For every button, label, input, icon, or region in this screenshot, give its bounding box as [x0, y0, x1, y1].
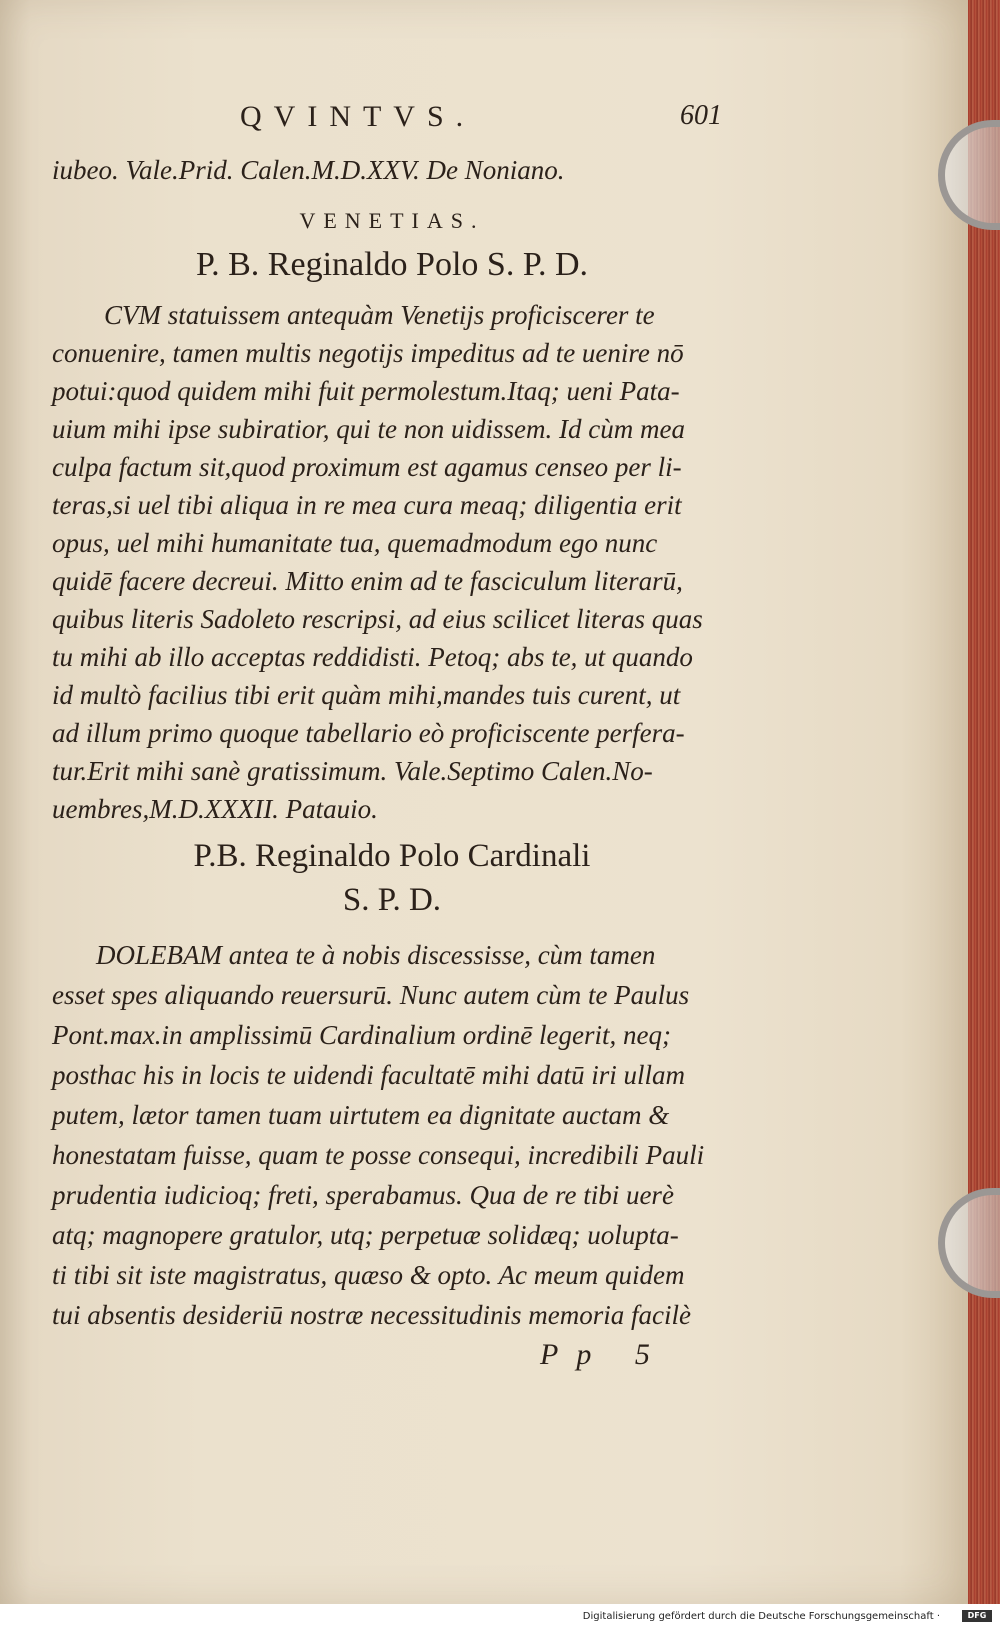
letter3-line: Pont.max.in amplissimū Cardinalium ordinē legerit, neq;: [52, 1020, 671, 1050]
footer-credit: Digitalisierung gefördert durch die Deutsche Forschungsgemeinschaft ·: [582, 1611, 940, 1622]
letter1-closing-line: iubeo. Vale.Prid. Calen.M.D.XXV. De Noniano.: [52, 155, 565, 185]
letter2-line: teras,si uel tibi aliqua in re mea cura meaq; diligentia erit: [52, 490, 682, 520]
running-title: QVINTVS.: [240, 100, 476, 133]
letter2-line: tur.Erit mihi sanè gratissimum. Vale.Septimo Calen.No-: [52, 756, 653, 786]
letter2-line: potui:quod quidem mihi fuit permolestum.Itaq; ueni Pata-: [52, 376, 680, 406]
letter3-line: posthac his in locis te uidendi facultatē mihi datū iri ullam: [52, 1060, 685, 1090]
book-fore-edge: [968, 0, 1000, 1604]
signature-mark: Pp 5: [540, 1338, 668, 1371]
letter2-line: quidē facere decreui. Mitto enim ad te fasciculum literarū,: [52, 566, 683, 596]
letter3-line: tui absentis desideriū nostræ necessitudinis memoria facilè: [52, 1300, 691, 1330]
dfg-logo: DFG: [962, 1610, 992, 1622]
letter3-line: prudentia iudicioq; freti, sperabamus. Qua de re tibi uerè: [52, 1180, 674, 1210]
letter2-line: conuenire, tamen multis negotijs impeditus ad te uenire nō: [52, 338, 684, 368]
letter2-line: tu mihi ab illo acceptas reddidisti. Petoq; abs te, ut quando: [52, 642, 693, 672]
letter2-line: CVM statuissem antequàm Venetijs proficiscerer te: [104, 300, 655, 330]
letter2-line: uembres,M.D.XXXII. Patauio.: [52, 794, 378, 824]
letter2-line: ad illum primo quoque tabellario eò proficiscente perfera-: [52, 718, 685, 748]
letter3-line: esset spes aliquando reuersurū. Nunc autem cùm te Paulus: [52, 980, 690, 1010]
letter2-line: id multò facilius tibi erit quàm mihi,mandes tuis curent, ut: [52, 680, 681, 710]
letter2-line: culpa factum sit,quod proximum est agamus censeo per li-: [52, 452, 682, 482]
letter2-line: uium mihi ipse subiratior, qui te non uidissem. Id cùm mea: [52, 414, 685, 444]
page-number: 601: [680, 100, 722, 131]
letter3-line: DOLEBAM antea te à nobis discessisse, cùm tamen: [96, 940, 656, 970]
letter2-line: quibus literis Sadoleto rescripsi, ad eius scilicet literas quas: [52, 604, 703, 634]
letter3-heading-line1: P.B. Reginaldo Polo Cardinali: [193, 838, 591, 874]
letter3-line: ti tibi sit iste magistratus, quæso & opto. Ac meum quidem: [52, 1260, 685, 1290]
letter2-heading: P. B. Reginaldo Polo S. P. D.: [195, 246, 589, 283]
letter2-line: opus, uel mihi humanitate tua, quemadmodum ego nunc: [52, 528, 658, 558]
letter3-heading-line2: S. P. D.: [342, 882, 442, 918]
letter3-line: honestatam fuisse, quam te posse consequi, incredibili Pauli: [52, 1140, 705, 1170]
letter3-line: atq; magnopere gratulor, utq; perpetuæ solidæq; uolupta-: [52, 1220, 679, 1250]
letter3-line: putem, lætor tamen tuam uirtutem ea dignitate auctam &: [52, 1100, 670, 1130]
letter1-place: VENETIAS.: [299, 208, 485, 233]
